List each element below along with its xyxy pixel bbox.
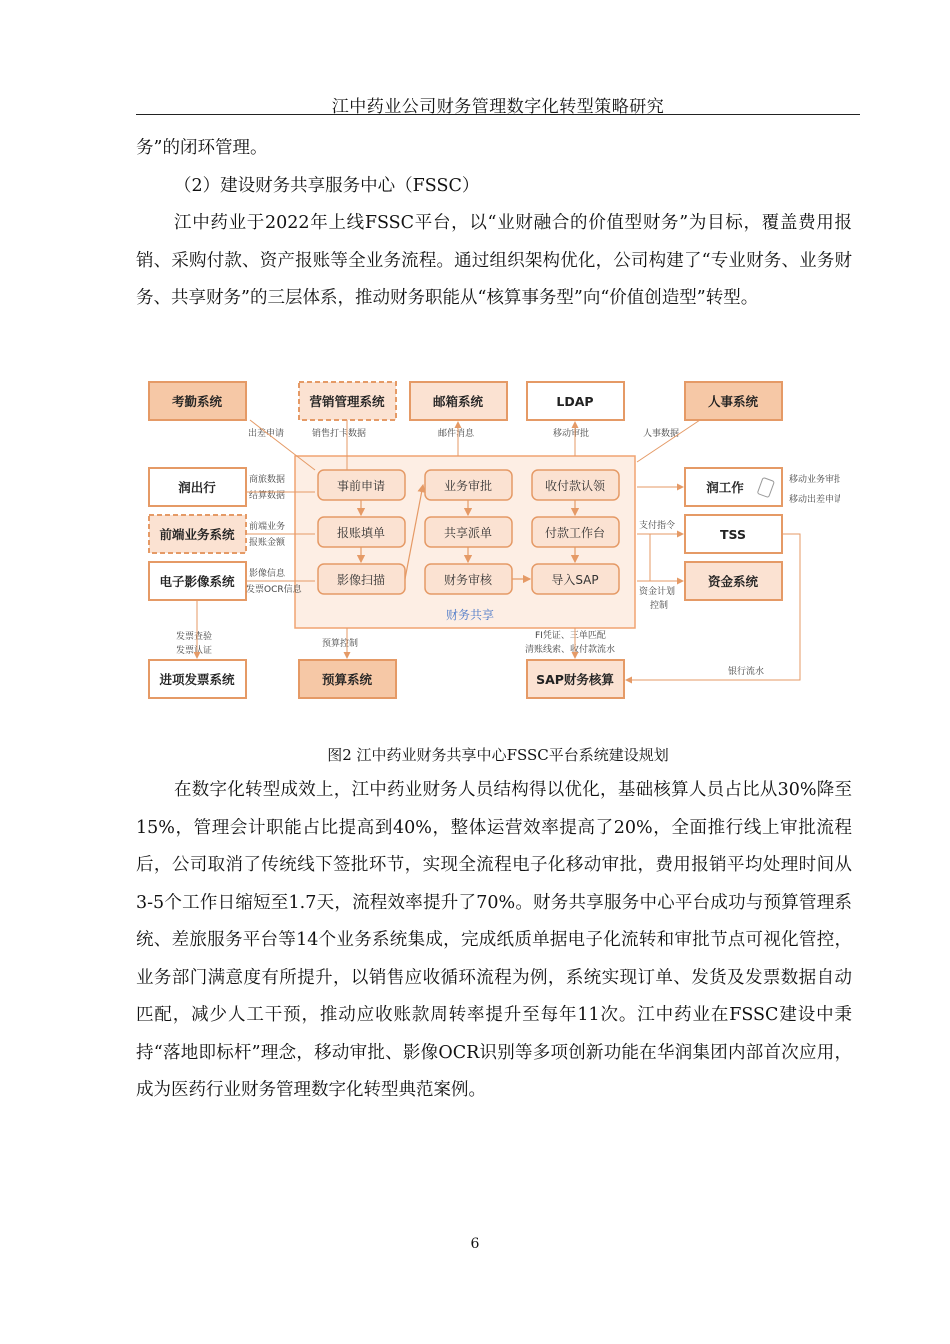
attendance-label: 考勤系统 [171, 394, 223, 409]
fssc-panel-label: 财务共享 [445, 608, 495, 622]
label-clearing: 清账线索、收付款流水 [525, 645, 616, 655]
label-bank-flow: 银行流水 [728, 667, 765, 677]
fssc-system-diagram [140, 370, 840, 710]
step-4: 业务审批 [443, 479, 493, 493]
label-mobile-biz: 移动业务审批 [789, 475, 840, 485]
label-sales-checkin: 销售打卡数据 [312, 429, 367, 439]
section-heading: （2）建设财务共享服务中心（FSSC） [174, 176, 480, 196]
label-budget-ctrl: 预算控制 [322, 639, 359, 649]
step-3: 影像扫描 [336, 573, 386, 587]
paragraph-4: 在数字化转型成效上，江中药业财务人员结构得以优化，基础核算人员占比从30%降至15%，管理会计职能占比提高到40%，整体运营效率提高了20%，全面推行线上审批流程后，公司取消了传统线下签批环节，实现全流程电子化移动审批，费用报销平均处理时间从3-5个工作日缩短至1.7天，流程效率提升了70%。财务共享服务中心平台成功与预算管理系统、差旅服务平台等14个业务系统集成，完成纸质单据电子化流转和审批节点可视化管控，业务部门满意度有所提升，以销售应收循环流程为例，系统实现订单、发货及发票数据自动匹配，减少人工干预，推动应收账款周转率提升至每年11次。江中药业在FSSC建设中秉持“落地即标杆”理念，移动审批、影像OCR识别等多项创新功能在华润集团内部首次应用，成为医药行业财务管理数字化转型典范案例。 [136, 780, 852, 1100]
step-5: 共享派单 [443, 526, 493, 540]
label-invoice-check: 发票查验 [176, 632, 213, 642]
step-7: 收付款认领 [544, 479, 606, 493]
label-mobile-trip: 移动出差申请 [789, 495, 840, 505]
label-trip-request: 出差申请 [248, 429, 285, 439]
tss-label: TSS [720, 527, 746, 542]
label-claim-amount: 报账金额 [249, 538, 286, 548]
hr-label: 人事系统 [707, 394, 759, 409]
label-invoice-auth: 发票认证 [176, 646, 213, 656]
sap-label: SAP财务核算 [536, 672, 614, 687]
ldap-label: LDAP [556, 394, 594, 409]
label-settle-data: 结算数据 [249, 491, 286, 501]
label-image-info: 影像信息 [249, 569, 286, 579]
step-8: 付款工作台 [544, 526, 606, 540]
rungongzuo-label: 润工作 [706, 480, 744, 495]
paragraph-3: 江中药业于2022年上线FSSC平台，以“业财融合的价值型财务”为目标，覆盖费用报销、采购付款、资产报账等全业务流程。通过组织架构优化，公司构建了“专业财务、业务财务、共享财务”的三层体系，推动财务职能从“核算事务型”向“价值创造型”转型。 [136, 213, 852, 308]
label-pay-cmd: 支付指令 [639, 521, 676, 531]
runchuxing-label: 润出行 [178, 480, 216, 495]
figure-caption: 图2 江中药业财务共享中心FSSC平台系统建设规划 [327, 746, 669, 764]
paragraph-1: 务”的闭环管理。 [136, 138, 268, 158]
fund-label: 资金系统 [707, 574, 759, 589]
label-fund-plan: 资金计划 [639, 587, 676, 597]
mail-label: 邮箱系统 [432, 394, 484, 409]
label-fi-voucher: FI凭证、三单匹配 [535, 631, 606, 641]
label-hr-data: 人事数据 [643, 429, 680, 439]
page-number: 6 [470, 1236, 480, 1252]
budget-label: 预算系统 [321, 672, 373, 687]
frontend-label: 前端业务系统 [159, 527, 235, 542]
label-biz-data: 商旅数据 [249, 475, 286, 485]
header-rule [136, 114, 860, 115]
label-ocr-info: 发票OCR信息 [246, 585, 302, 595]
label-mail-msg: 邮件消息 [438, 429, 475, 439]
step-9: 导入SAP [551, 573, 599, 587]
image-label: 电子影像系统 [159, 574, 235, 589]
step-1: 事前申请 [336, 479, 386, 493]
label-control: 控制 [650, 601, 669, 611]
invoice-label: 进项发票系统 [159, 672, 235, 687]
marketing-label: 营销管理系统 [309, 394, 385, 409]
step-2: 报账填单 [336, 526, 386, 540]
step-6: 财务审核 [443, 573, 493, 587]
label-frontend-biz: 前端业务 [249, 522, 286, 532]
label-mobile-approval: 移动审批 [553, 429, 590, 439]
page-header-title: 江中药业公司财务管理数字化转型策略研究 [331, 97, 665, 117]
